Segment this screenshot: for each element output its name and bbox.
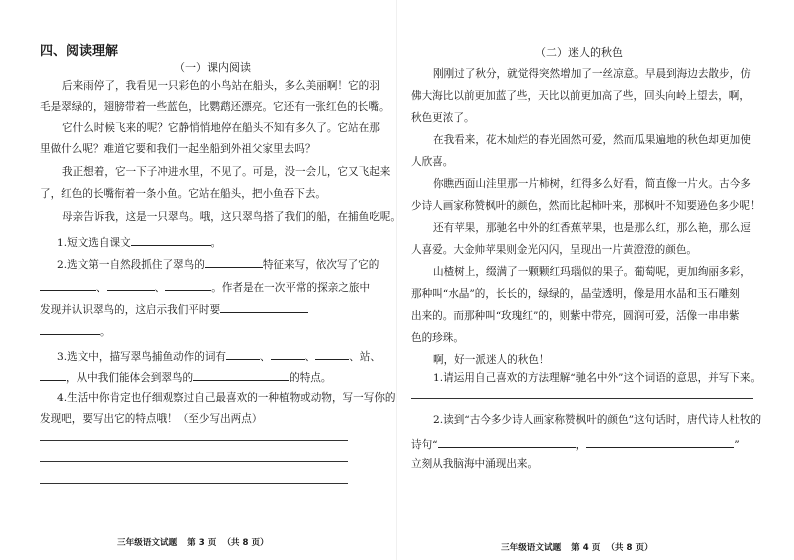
answer-blank[interactable] bbox=[40, 323, 100, 335]
question-text: 。 bbox=[210, 237, 222, 249]
right-page bbox=[397, 0, 794, 560]
passage-line: 后来雨停了，我看见一只彩色的小鸟站在船头，多么美丽啊！它的羽 bbox=[62, 80, 380, 92]
question-text: 、 bbox=[96, 282, 107, 294]
subsection-title: （二）迷人的秋色 bbox=[535, 46, 623, 59]
passage-line: 它什么时候飞来的呢？它静悄悄地停在船头不知有多久了。它站在那 bbox=[62, 122, 380, 134]
passage-line: 了，红色的长嘴衔着一条小鱼。它站在船头，把小鱼吞下去。 bbox=[40, 188, 327, 200]
passage-line: 还有苹果，那驰名中外的红香蕉苹果，也是那么红，那么艳，那么逗 bbox=[433, 222, 751, 234]
footer-page-number: 第 4 页 bbox=[571, 543, 601, 553]
question-2-line-4 bbox=[40, 323, 111, 339]
passage-line: 出来的。而那种叫“玫瑰红”的，则紫中带亮，圆润可爱，活像一串串紫 bbox=[411, 310, 740, 322]
passage-line: 毛是翠绿的，翅膀带着一些蓝色，比鹦鹉还漂亮。它还有一张红色的长嘴。 bbox=[40, 101, 390, 113]
question-text: 、站、 bbox=[349, 351, 381, 363]
question-3-line-1 bbox=[57, 348, 381, 364]
answer-blank[interactable] bbox=[586, 436, 734, 448]
question-text: 。作者是在一次平常的探亲之旅中 bbox=[211, 282, 371, 294]
answer-line[interactable] bbox=[40, 483, 348, 484]
question-text: 1.短文选自课文 bbox=[57, 237, 131, 249]
answer-blank[interactable] bbox=[220, 301, 308, 313]
passage-line: 色的珍珠。 bbox=[411, 332, 464, 344]
passage-line: 人欣喜。 bbox=[411, 156, 454, 168]
question-text: 诗句“ bbox=[411, 439, 438, 451]
passage-line: 我正想着，它一下子冲进水里，不见了。可是，没一会儿，它又飞起来 bbox=[62, 166, 391, 178]
answer-blank[interactable] bbox=[315, 348, 349, 360]
question-text: ， bbox=[575, 439, 587, 451]
answer-blank[interactable] bbox=[131, 234, 211, 246]
question-text: 、 bbox=[154, 282, 166, 294]
answer-blank[interactable] bbox=[107, 279, 155, 291]
section-title: 四、阅读理解 bbox=[40, 44, 119, 59]
question-text: 2.选文第一自然段抓住了翠鸟的 bbox=[57, 259, 205, 271]
answer-blank[interactable] bbox=[226, 348, 260, 360]
question-4-line-2: 发现吧，要写出它的特点哦！（至少写出两点） bbox=[40, 413, 263, 425]
page-footer bbox=[501, 541, 653, 553]
passage-line: 山楂树上，缀满了一颗颗红玛瑙似的果子。葡萄呢，更加绚丽多彩， bbox=[433, 266, 751, 278]
subsection-title: （一）课内阅读 bbox=[174, 61, 251, 74]
answer-blank[interactable] bbox=[438, 436, 576, 448]
passage-line: 刚刚过了秋分，就觉得突然增加了一丝凉意。早晨到海边去散步，仿 bbox=[433, 68, 751, 80]
passage-line: 少诗人画家称赞枫叶的颜色，然而比起柿叶来，那枫叶不知要逊色多少呢！ bbox=[411, 200, 761, 212]
question-text: 。 bbox=[100, 326, 111, 338]
page-footer bbox=[117, 536, 269, 548]
answer-blank[interactable] bbox=[271, 348, 305, 360]
answer-line[interactable] bbox=[40, 461, 348, 462]
answer-blank[interactable] bbox=[165, 279, 211, 291]
footer-total-pages: （共 8 页） bbox=[222, 538, 269, 548]
question-2-line-3: 立刻从我脑海中涌现出来。 bbox=[411, 458, 539, 470]
answer-blank[interactable] bbox=[205, 256, 263, 268]
passage-line: 里做什么呢？难道它要和我们一起坐船到外祖父家里去吗？ bbox=[40, 143, 316, 155]
answer-line[interactable] bbox=[40, 440, 348, 441]
question-2-line-2 bbox=[411, 436, 740, 452]
passage-line: 在我看来，花木灿烂的春光固然可爱，然而瓜果遍地的秋色却更加使 bbox=[433, 134, 751, 146]
question-1: 1.请运用自己喜欢的方法理解“驰名中外”这个词语的意思，并写下来。 bbox=[433, 372, 762, 384]
question-2-line-2 bbox=[40, 279, 370, 295]
question-text: 发现并认识翠鸟的，这启示我们平时要 bbox=[40, 304, 221, 316]
footer-grade: 三年级语文试题 bbox=[117, 538, 178, 548]
question-2-line-1 bbox=[57, 256, 379, 272]
question-2-line-3 bbox=[40, 301, 308, 317]
answer-line[interactable] bbox=[411, 398, 753, 399]
answer-blank[interactable] bbox=[193, 369, 289, 381]
passage-line: 那种叫“水晶”的，长长的，绿绿的，晶莹透明，像是用水晶和玉石雕刻 bbox=[411, 288, 740, 300]
passage-line: 啊，好一派迷人的秋色！ bbox=[433, 354, 550, 366]
footer-total-pages: （共 8 页） bbox=[606, 543, 653, 553]
answer-blank[interactable] bbox=[40, 279, 96, 291]
footer-grade: 三年级语文试题 bbox=[501, 543, 562, 553]
question-text: 3.选文中，描写翠鸟捕鱼动作的词有 bbox=[57, 351, 227, 363]
question-2-line-1: 2.读到“古今多少诗人画家称赞枫叶的颜色”这句话时，唐代诗人杜牧的 bbox=[433, 414, 762, 426]
question-3-line-2 bbox=[40, 369, 332, 385]
passage-line: 佛大海比以前更加蓝了些，天比以前更加高了些，回头向岭上望去，啊， bbox=[411, 90, 750, 102]
passage-line: 母亲告诉我，这是一只翠鸟。哦，这只翠鸟搭了我们的船，在捕鱼吃呢。 bbox=[62, 211, 401, 223]
footer-page-number: 第 3 页 bbox=[187, 538, 217, 548]
passage-line: 人喜爱。大金帅苹果则金光闪闪，呈现出一片黄澄澄的颜色。 bbox=[411, 244, 698, 256]
question-text: 的特点。 bbox=[289, 372, 332, 384]
question-4-line-1: 4.生活中你肯定也仔细观察过自己最喜欢的一种植物或动物，写一写你的 bbox=[57, 392, 396, 404]
question-1 bbox=[57, 234, 221, 250]
passage-line: 秋色更浓了。 bbox=[411, 112, 475, 124]
question-text: 特征来写，依次写了它的 bbox=[262, 259, 380, 271]
passage-line: 你瞧西面山洼里那一片柿树，红得多么好看，简直像一片火。古今多 bbox=[433, 178, 751, 190]
question-text: ” bbox=[734, 439, 740, 451]
answer-blank[interactable] bbox=[40, 369, 66, 381]
question-text: ，从中我们能体会到翠鸟的 bbox=[66, 372, 194, 384]
question-text: 、 bbox=[304, 351, 316, 363]
question-text: 、 bbox=[260, 351, 271, 363]
